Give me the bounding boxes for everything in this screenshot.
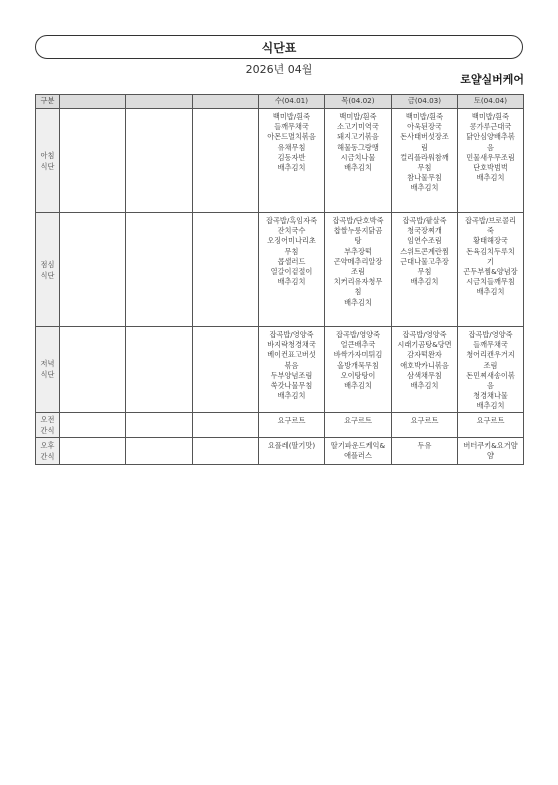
- menu-month: 2026년 04월: [245, 63, 313, 76]
- dish-item: 두유: [417, 440, 432, 450]
- header-corner: 구분: [36, 95, 60, 109]
- dish-item: 들깨무채국: [274, 122, 309, 132]
- dish-item: 잡곡밥/팥살죽: [402, 216, 447, 225]
- dish-item: 죽: [487, 226, 494, 236]
- day-header: [60, 95, 126, 109]
- dish-item: 곤두부찜&양념장: [463, 267, 518, 277]
- meal-label-line: 오전: [40, 414, 55, 424]
- menu-cell: [126, 437, 193, 464]
- dish-item: 요구르트: [410, 415, 439, 425]
- dish-item: 탕: [354, 236, 362, 246]
- dish-item: 음: [487, 381, 494, 391]
- dish-item: 콩가루근대국: [469, 122, 512, 132]
- dish-item: 부추장떡: [344, 246, 372, 256]
- dish-item: 요구르트: [277, 415, 306, 425]
- dish-item: 콥샐러드: [277, 256, 306, 266]
- dish-item: 치커리유자청무: [333, 277, 383, 287]
- dish-item: 베이컨표고버섯: [267, 350, 316, 360]
- dish-item: 돼지고기볶음: [337, 132, 379, 142]
- dish-item: 김동자반: [277, 152, 306, 162]
- dish-item: 돈민찌새송이볶: [466, 370, 515, 380]
- day-header: 토(04.04): [458, 95, 524, 109]
- dish-item: 돈사태버섯장조: [400, 132, 449, 142]
- dish-item: 잡곡밥/브로콜리: [464, 216, 517, 225]
- meal-label-line: 식단: [40, 370, 55, 380]
- dish-item: 배추김치: [476, 401, 505, 411]
- menu-cell: [126, 327, 193, 413]
- dish-item: 잡곡밥/영양죽: [468, 330, 513, 339]
- dish-item: 청어리캔우거지: [466, 350, 515, 360]
- meal-label: [36, 327, 60, 413]
- meal-label-line: 식단: [40, 270, 55, 280]
- menu-cell: [458, 412, 524, 437]
- dish-item: 배추김치: [344, 297, 372, 307]
- meal-label-line: 식단: [40, 161, 55, 171]
- dish-item: 민물새우무조림: [466, 152, 515, 162]
- meal-row-snack-pm: [36, 437, 524, 464]
- day-header: [126, 95, 193, 109]
- dish-item: 얌: [487, 450, 494, 460]
- dish-item: 근대나물고추장: [400, 256, 449, 266]
- menu-cell: [392, 213, 458, 327]
- dish-item: 백미밥/흰죽: [272, 112, 311, 121]
- menu-cell: [392, 412, 458, 437]
- dish-item: 얼큰배추국: [340, 340, 376, 350]
- page-title: 식단표: [261, 40, 297, 55]
- menu-cell: [193, 213, 259, 327]
- menu-cell: [193, 327, 259, 413]
- menu-cell: [392, 109, 458, 213]
- dish-item: 애플러스: [344, 450, 372, 460]
- dish-item: 시금치나물: [340, 152, 376, 162]
- dish-item: 요구르트: [476, 415, 505, 425]
- menu-cell: [126, 412, 193, 437]
- dish-item: 바지락청경채국: [267, 340, 316, 350]
- dish-item: 올방개묵무침: [337, 360, 379, 370]
- dish-item: 시금치들깨무침: [466, 277, 515, 287]
- dish-item: 오징어미나리초: [267, 236, 316, 246]
- company-name: 로얄실버케어: [460, 73, 524, 86]
- dish-item: 림: [421, 142, 428, 152]
- menu-cell: [325, 437, 392, 464]
- dish-item: 무침: [417, 267, 432, 277]
- meal-plan-table: [35, 94, 524, 465]
- menu-cell: [259, 327, 325, 413]
- menu-cell: [259, 109, 325, 213]
- dish-item: 시래기곰탕&당면: [397, 340, 452, 350]
- menu-cell: [325, 327, 392, 413]
- dish-item: 바싹가자미튀김: [333, 350, 383, 360]
- dish-item: 침: [354, 287, 362, 297]
- meal-label: [36, 437, 60, 464]
- menu-cell: [392, 437, 458, 464]
- dish-item: 무침: [284, 246, 299, 256]
- meal-row-lunch: [36, 213, 524, 327]
- dish-item: 딸기파운드케익&: [330, 440, 386, 450]
- dish-item: 소고기미역국: [337, 122, 379, 132]
- dish-item: 기: [487, 256, 494, 266]
- meal-label-line: 오후: [40, 440, 55, 450]
- dish-item: 오이탕탕이: [340, 370, 376, 380]
- meal-label-line: 간식: [40, 425, 55, 435]
- menu-cell: [259, 437, 325, 464]
- meal-label: [36, 213, 60, 327]
- dish-item: 감자떡완자: [407, 350, 442, 360]
- dish-item: 배추김치: [476, 287, 505, 297]
- menu-cell: [193, 412, 259, 437]
- dish-item: 돈육김치두루치: [466, 246, 515, 256]
- menu-cell: [325, 412, 392, 437]
- meal-label-line: 간식: [40, 451, 55, 461]
- meal-row-dinner: [36, 327, 524, 413]
- menu-cell: [126, 213, 193, 327]
- meal-row-breakfast: [36, 109, 524, 213]
- menu-cell: [259, 412, 325, 437]
- dish-item: 유채무침: [277, 142, 306, 152]
- dish-item: 잡곡밥/영양죽: [335, 330, 381, 339]
- dish-item: 황태해장국: [473, 236, 508, 246]
- dish-item: 잡곡밥/흑임자죽: [265, 216, 318, 225]
- dish-item: 곤약메추리알장: [333, 256, 383, 266]
- menu-cell: [458, 437, 524, 464]
- dish-item: 단호박범벅: [473, 163, 508, 173]
- dish-item: 해물동그랑땡: [337, 142, 379, 152]
- menu-cell: [60, 437, 126, 464]
- dish-item: 배추김치: [344, 163, 372, 173]
- dish-item: 백미밥/흰죽: [405, 112, 444, 121]
- dish-item: 배추김치: [277, 277, 306, 287]
- meal-label-line: 저녁: [40, 359, 55, 369]
- table-header-row: [36, 95, 524, 109]
- dish-item: 조림: [351, 267, 365, 277]
- meal-label-line: 아침: [40, 150, 55, 160]
- dish-item: 배추김치: [344, 381, 372, 391]
- dish-item: 잔치국수: [277, 226, 306, 236]
- dish-item: 컬리플라워참깨: [400, 152, 449, 162]
- dish-item: 백미밥/흰죽: [339, 112, 377, 121]
- menu-title-box: [35, 35, 523, 59]
- day-header: 금(04.03): [392, 95, 458, 109]
- dish-item: 열갈이겉절이: [270, 267, 313, 277]
- dish-item: 스위트콘계란찜: [400, 246, 449, 256]
- dish-item: 무침: [417, 163, 432, 173]
- dish-item: 배추김치: [277, 391, 306, 401]
- dish-item: 아몬드멸치볶음: [267, 132, 316, 142]
- dish-item: 음: [487, 142, 494, 152]
- dish-item: 조림: [483, 360, 498, 370]
- dish-item: 쑥갓나물무침: [270, 381, 313, 391]
- menu-cell: [325, 213, 392, 327]
- dish-item: 백미밥/흰죽: [471, 112, 510, 121]
- dish-item: 닭안심양배추볶: [466, 132, 515, 142]
- dish-item: 들깨무채국: [473, 340, 508, 350]
- menu-cell: [60, 109, 126, 213]
- dish-item: 요플레(딸기맛): [267, 440, 316, 450]
- menu-cell: [193, 437, 259, 464]
- dish-item: 아욱된장국: [407, 122, 442, 132]
- dish-item: 애호박카니볶음: [400, 360, 449, 370]
- day-header: 목(04.02): [325, 95, 392, 109]
- dish-item: 두부양념조림: [270, 370, 313, 380]
- dish-item: 찹쌀누룽지닭곰: [333, 226, 383, 236]
- dish-item: 청국장찌개: [407, 226, 442, 236]
- meal-label: [36, 109, 60, 213]
- dish-item: 청경채나물: [473, 391, 508, 401]
- meal-label-line: 점심: [40, 259, 55, 269]
- menu-cell: [126, 109, 193, 213]
- dish-item: 잡곡밥/단호박죽: [332, 216, 384, 225]
- dish-item: 배추김치: [410, 381, 439, 391]
- dish-item: 임연수조림: [407, 236, 442, 246]
- dish-item: 참나물무침: [407, 173, 442, 183]
- menu-cell: [193, 109, 259, 213]
- menu-cell: [458, 109, 524, 213]
- menu-cell: [60, 213, 126, 327]
- dish-item: 배추김치: [277, 163, 306, 173]
- dish-item: 잡곡밥/영양죽: [269, 330, 314, 339]
- dish-item: 삼색채무침: [407, 370, 442, 380]
- day-header: 수(04.01): [259, 95, 325, 109]
- dish-item: 배추김치: [410, 277, 439, 287]
- meal-row-snack-am: [36, 412, 524, 437]
- menu-cell: [325, 109, 392, 213]
- dish-item: 볶음: [284, 360, 299, 370]
- menu-cell: [60, 327, 126, 413]
- menu-cell: [458, 327, 524, 413]
- dish-item: 잡곡밥/영양죽: [402, 330, 447, 339]
- meal-label: [36, 412, 60, 437]
- menu-cell: [458, 213, 524, 327]
- dish-item: 버터쿠키&요거얌: [463, 440, 518, 450]
- menu-cell: [392, 327, 458, 413]
- menu-cell: [259, 213, 325, 327]
- day-header: [193, 95, 259, 109]
- dish-item: 배추김치: [410, 183, 439, 193]
- menu-cell: [60, 412, 126, 437]
- dish-item: 요구르트: [344, 415, 372, 425]
- dish-item: 배추김치: [476, 173, 505, 183]
